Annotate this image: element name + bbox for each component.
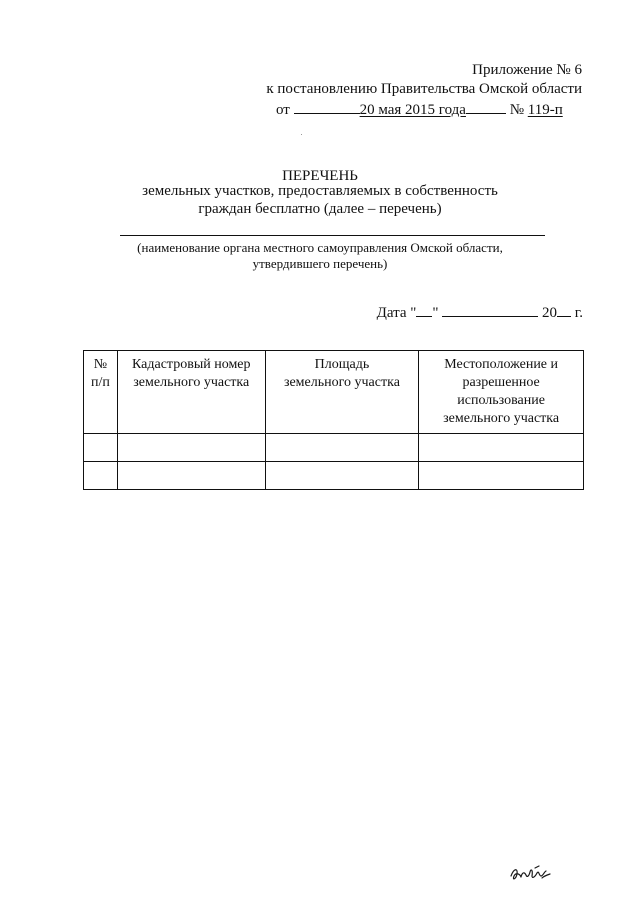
from-label: от: [276, 102, 290, 118]
resolution-date: 20 мая 2015 года: [359, 102, 466, 118]
month-blank: [442, 302, 538, 317]
year-blank: [557, 302, 571, 317]
table-cell: [419, 462, 584, 490]
table-cell: [265, 462, 419, 490]
year-suffix: г.: [574, 305, 583, 321]
table-cell: [117, 434, 265, 462]
document-subtitle-line2: граждан бесплатно (далее – перечень): [198, 201, 442, 217]
number-label: №: [509, 102, 525, 118]
col-header-location: Местоположение и разрешенное использование земельного участка: [419, 351, 584, 434]
table-cell: [419, 434, 584, 462]
day-blank: [416, 302, 432, 317]
appendix-title: Приложение № 6: [472, 62, 582, 78]
table-cell: [117, 462, 265, 490]
org-caption-line2: утвердившего перечень): [252, 256, 388, 271]
date-blank-right: [466, 99, 506, 114]
org-name-blank-line: [120, 235, 545, 236]
scan-speck: [301, 134, 302, 135]
col-header-cadastral: Кадастровый номер земельного участка: [117, 351, 265, 434]
resolution-number: 119-п: [527, 102, 563, 118]
org-caption-line1: (наименование органа местного самоуправления Омской области,: [137, 240, 503, 255]
table-row: [84, 434, 584, 462]
date-blank-left: [294, 99, 360, 114]
table-cell: [84, 462, 118, 490]
col-header-area: Площадь земельного участка: [265, 351, 419, 434]
date-row: [377, 302, 583, 322]
appendix-reference: к постановлению Правительства Омской области: [266, 81, 582, 97]
handwritten-signature: [508, 862, 552, 884]
land-plots-table: [83, 350, 584, 490]
table-header-row: [84, 351, 584, 434]
resolution-date-line: [276, 99, 563, 119]
date-quote-close: ": [432, 305, 439, 321]
date-label: Дата ": [376, 305, 417, 321]
document-subtitle-line1: земельных участков, предоставляемых в собственность: [142, 183, 498, 199]
year-prefix: 20: [542, 305, 558, 321]
document-heading: ПЕРЕЧЕНЬ: [282, 168, 358, 184]
col-header-number: № п/п: [84, 351, 118, 434]
table-cell: [84, 434, 118, 462]
table-row: [84, 462, 584, 490]
table-cell: [265, 434, 419, 462]
